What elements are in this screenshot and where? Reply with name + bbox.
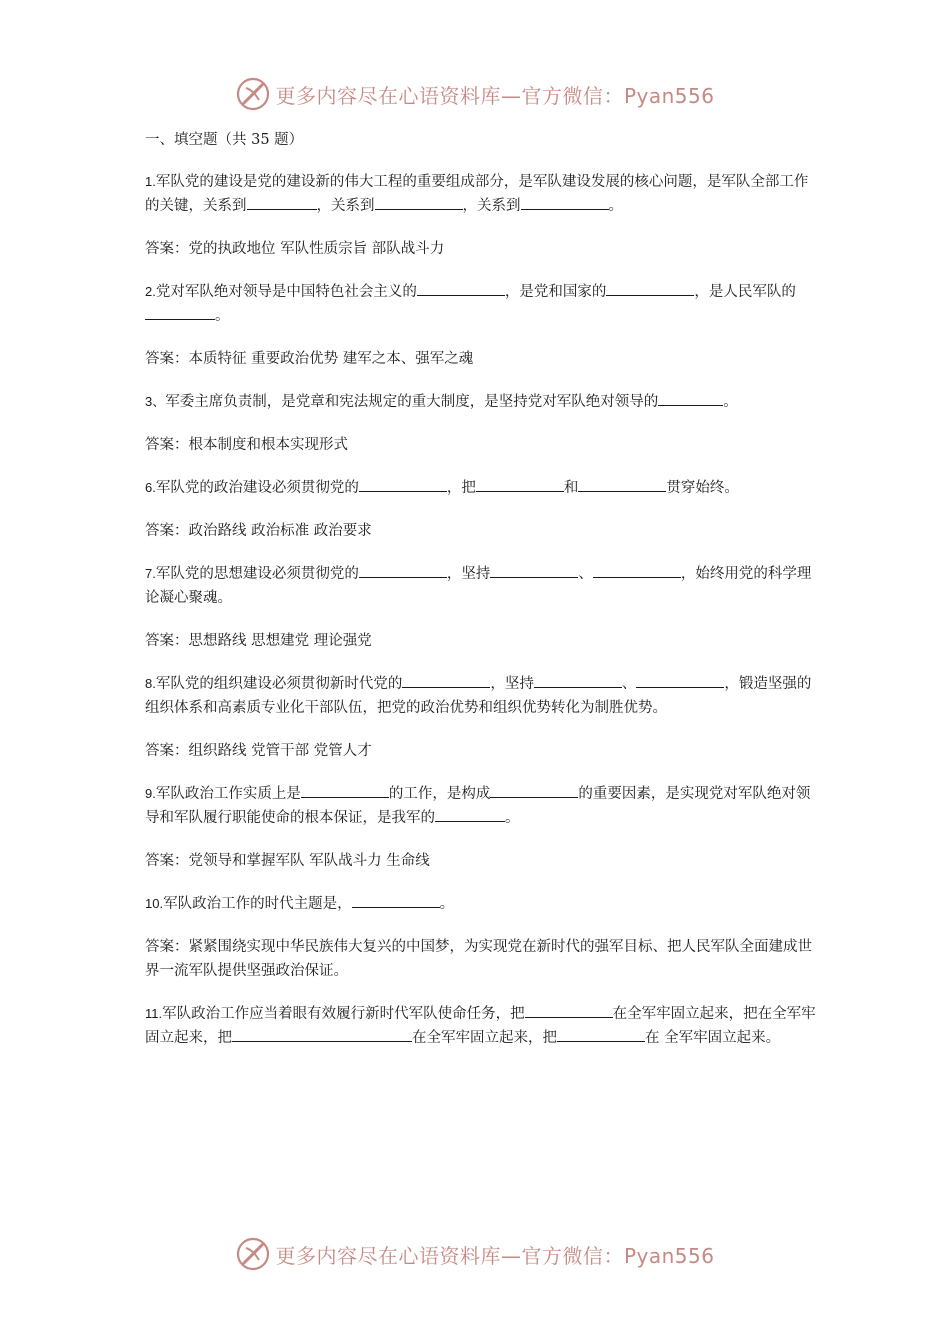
blank (402, 673, 490, 688)
blank (525, 1003, 613, 1018)
blank (606, 281, 694, 296)
header-watermark (0, 72, 950, 116)
question-3: 3、军委主席负责制，是党章和宪法规定的重大制度，是坚持党对军队绝对领导的 。 (145, 390, 820, 414)
blank (232, 1027, 412, 1042)
watermark-text: 更多内容尽在心语资料库—官方微信：Pyan556 (275, 1243, 715, 1268)
footer-watermark (0, 1232, 950, 1276)
answer-1: 答案：党的执政地位 军队性质宗旨 部队战斗力 (145, 241, 445, 257)
blank (145, 305, 215, 320)
blank (301, 783, 389, 798)
answer-3: 答案：根本制度和根本实现形式 (145, 437, 348, 453)
question-9: 9.军队政治工作实质上是 的工作，是构成 的重要因素，是实现党对军队绝对领导和军队履行职能使命的根本保证，是我军的 。 (145, 782, 820, 830)
blank (435, 807, 505, 822)
question-8: 8.军队党的组织建设必须贯彻新时代党的 ，坚持 、 ，锻造坚强的组织体系和高素质专业化干部队伍，把党的政治优势和组织优势转化为制胜优势。 (145, 672, 820, 720)
brush-logo-icon (235, 76, 271, 112)
blank (247, 195, 317, 210)
watermark-text: 更多内容尽在心语资料库—官方微信：Pyan556 (275, 83, 715, 108)
document-body (145, 128, 820, 1069)
blank (557, 1027, 645, 1042)
blank (658, 391, 723, 406)
blank (593, 563, 681, 578)
blank (359, 477, 447, 492)
question-10: 10.军队政治工作的时代主题是， 。 (145, 892, 820, 916)
blank (534, 673, 622, 688)
blank (476, 477, 564, 492)
answer-2: 答案：本质特征 重要政治优势 建军之本、强军之魂 (145, 351, 474, 367)
question-7: 7.军队党的思想建设必须贯彻党的 ，坚持 、 ，始终用党的科学理论凝心聚魂。 (145, 562, 820, 610)
answer-10: 答案：紧紧围绕实现中华民族伟大复兴的中国梦，为实现党在新时代的强军目标、把人民军队全面建成世界一流军队提供坚强政治保证。 (145, 939, 812, 979)
blank (490, 563, 578, 578)
answer-6: 答案：政治路线 政治标准 政治要求 (145, 523, 372, 539)
blank (521, 195, 609, 210)
question-11: 11.军队政治工作应当着眼有效履行新时代军队使命任务，把 在全军牢固立起来，把在全军牢固立起来，把 在全军牢固立起来，把 在 全军牢固立起来。 (145, 1002, 820, 1050)
answer-8: 答案：组织路线 党管干部 党管人才 (145, 743, 372, 759)
brush-logo-icon (235, 1236, 271, 1272)
blank (578, 477, 666, 492)
question-2: 2.党对军队绝对领导是中国特色社会主义的 ，是党和国家的 ，是人民军队的。 (145, 280, 820, 328)
blank (417, 281, 505, 296)
blank (352, 893, 440, 908)
answer-7: 答案：思想路线 思想建党 理论强党 (145, 633, 372, 649)
section-title: 一、填空题（共 35 题） (145, 132, 304, 148)
blank (636, 673, 724, 688)
question-6: 6.军队党的政治建设必须贯彻党的 ，把 和 贯穿始终。 (145, 476, 820, 500)
answer-9: 答案：党领导和掌握军队 军队战斗力 生命线 (145, 853, 430, 869)
question-1: 1.军队党的建设是党的建设新的伟大工程的重要组成部分，是军队建设发展的核心问题，是军队全部工作的关键，关系到 ，关系到 ，关系到 。 (145, 174, 809, 214)
blank (359, 563, 447, 578)
blank (490, 783, 578, 798)
blank (375, 195, 463, 210)
